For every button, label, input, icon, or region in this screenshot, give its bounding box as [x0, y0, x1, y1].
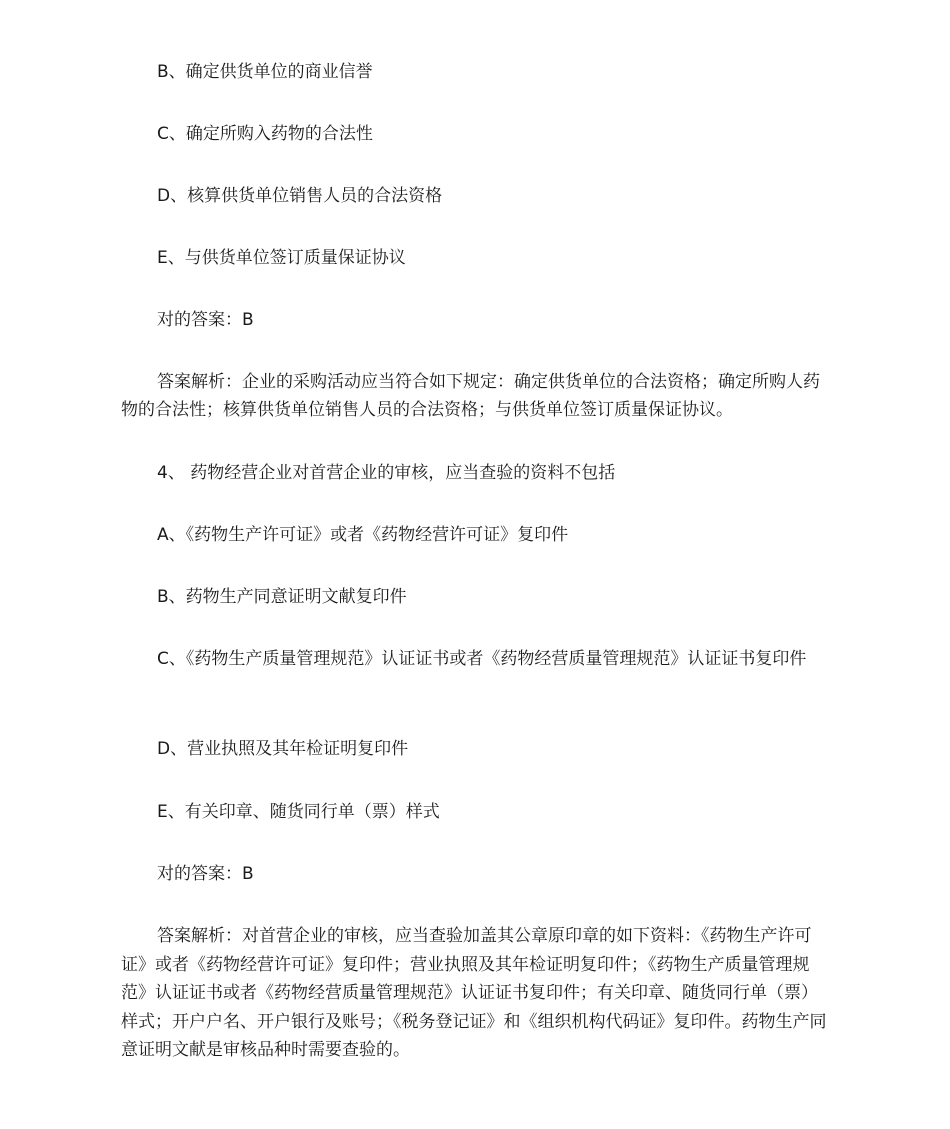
q4-option-c: C、《药物生产质量管理规范》认证证书或者《药物经营质量管理规范》认证证书复印件 — [157, 649, 807, 669]
q4-option-b: B、药物生产同意证明文献复印件 — [157, 587, 407, 607]
q4-option-d: D、营业执照及其年检证明复印件 — [157, 739, 409, 759]
q3-answer: 对的答案：B — [157, 310, 254, 330]
q4-question: 4、 药物经营企业对首营企业的审核，应当查验的资料不包括 — [157, 463, 616, 483]
q4-explanation: 答案解析：对首营企业的审核，应当查验加盖其公章原印章的如下资料：《药物生产许可证》或者《药物经营许可证》复印件；营业执照及其年检证明复印件；《药物生产质量管理规范》认证证书或者《药物经营质量管理规范》认证证书复印件；有关印章、随货同行单（票）样式；开户户名、开户银行及账号；《税务登记证》和《组织机构代码证》复印件。药物生产同意证明文献是审核品种时需要查验的。 — [121, 926, 827, 1060]
q3-explanation: 答案解析：企业的采购活动应当符合如下规定：确定供货单位的合法资格；确定所购人药物的合法性；核算供货单位销售人员的合法资格；与供货单位签订质量保证协议。 — [121, 372, 820, 420]
q4-answer: 对的答案：B — [157, 864, 254, 884]
q3-option-b: B、确定供货单位的商业信誉 — [157, 62, 373, 82]
q4-option-e: E、有关印章、随货同行单（票）样式 — [157, 802, 440, 822]
q3-option-c: C、确定所购入药物的合法性 — [157, 124, 373, 144]
q4-option-a: A、《药物生产许可证》或者《药物经营许可证》复印件 — [157, 525, 569, 545]
q3-option-e: E、与供货单位签订质量保证协议 — [157, 248, 406, 268]
q3-option-d: D、核算供货单位销售人员的合法资格 — [157, 186, 443, 206]
